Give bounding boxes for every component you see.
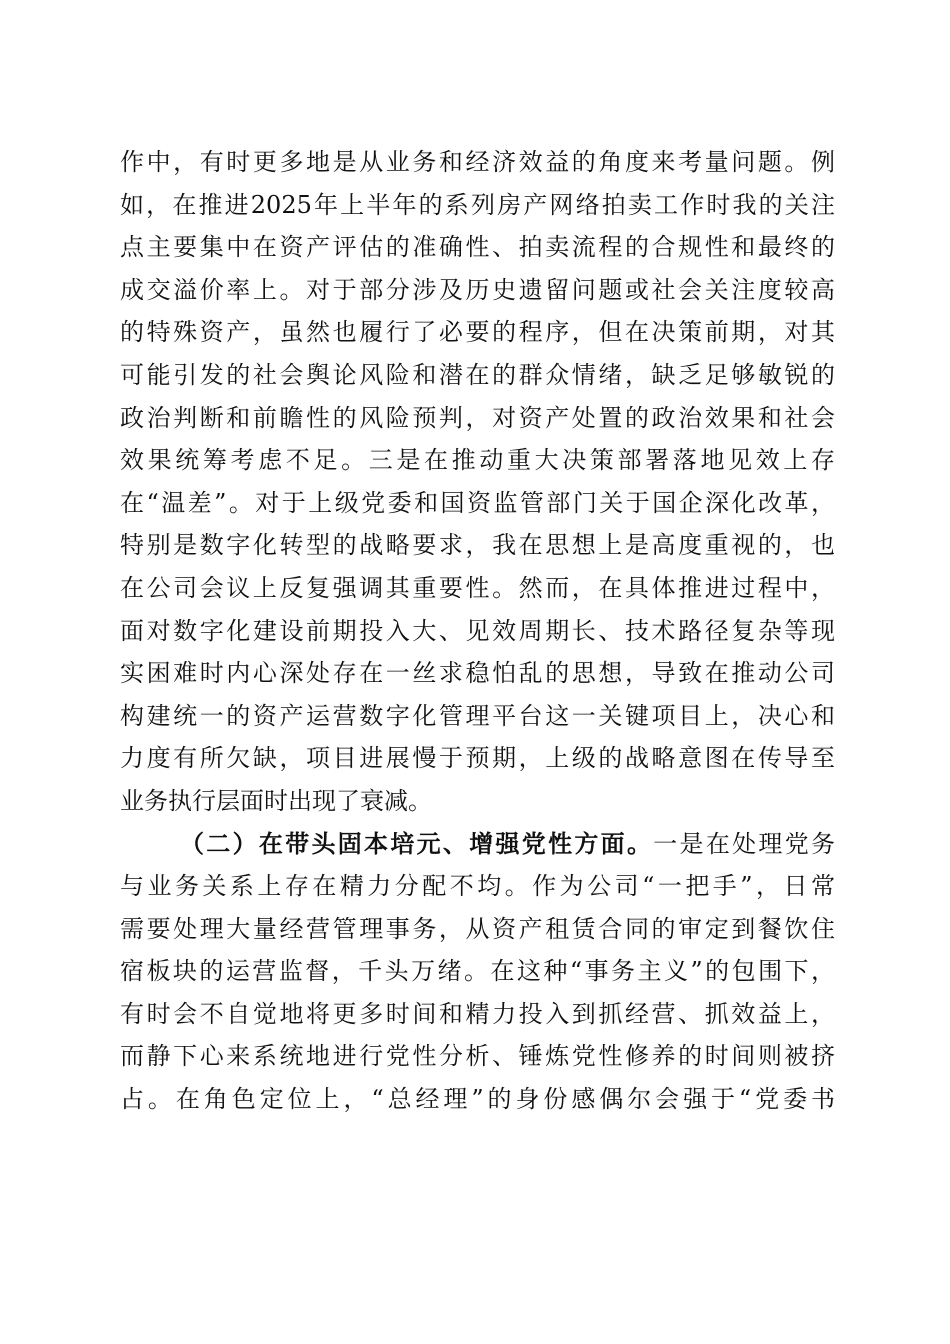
section-text: 一是在处理党务 bbox=[653, 829, 835, 858]
text-line: 面对数字化建设前期投入大、见效周期长、技术路径复杂等现 bbox=[120, 616, 835, 645]
text-line: 的特殊资产，虽然也履行了必要的程序，但在决策前期，对其 bbox=[120, 318, 835, 347]
text-line: 构建统一的资产运营数字化管理平台这一关键项目上，决心和 bbox=[120, 701, 835, 730]
text-line: 需要处理大量经营管理事务，从资产租赁合同的审定到餐饮住 bbox=[120, 914, 835, 943]
text-line: 在“温差”。对于上级党委和国资监管部门关于国企深化改革， bbox=[120, 488, 835, 517]
section-heading: （二）在带头固本培元、增强党性方面。 bbox=[180, 828, 654, 858]
text-line: 如，在推进2025年上半年的系列房产网络拍卖工作时我的关注 bbox=[120, 190, 835, 219]
text-line: 成交溢价率上。对于部分涉及历史遗留问题或社会关注度较高 bbox=[120, 275, 835, 304]
text-line: 有时会不自觉地将更多时间和精力投入到抓经营、抓效益上， bbox=[120, 999, 835, 1028]
section-heading-line bbox=[120, 823, 835, 866]
text-line: 作中，有时更多地是从业务和经济效益的角度来考量问题。例 bbox=[120, 148, 835, 176]
text-line: 占。在角色定位上，“总经理”的身份感偶尔会强于“党委书 bbox=[120, 1085, 835, 1114]
text-line: 而静下心来系统地进行党性分析、锤炼党性修养的时间则被挤 bbox=[120, 1042, 835, 1071]
text-line: 特别是数字化转型的战略要求，我在思想上是高度重视的，也 bbox=[120, 531, 835, 560]
text-line: 力度有所欠缺，项目进展慢于预期，上级的战略意图在传导至 bbox=[120, 744, 835, 773]
text-line: 实困难时内心深处存在一丝求稳怕乱的思想，导致在推动公司 bbox=[120, 659, 835, 688]
text-line: 在公司会议上反复强调其重要性。然而，在具体推进过程中， bbox=[120, 573, 835, 602]
text-line: 点主要集中在资产评估的准确性、拍卖流程的合规性和最终的 bbox=[120, 233, 835, 262]
body-text bbox=[120, 141, 835, 1121]
text-line: 宿板块的运营监督，千头万绪。在这种“事务主义”的包围下， bbox=[120, 957, 835, 986]
text-line: 可能引发的社会舆论风险和潜在的群众情绪，缺乏足够敏锐的 bbox=[120, 360, 835, 389]
text-line: 政治判断和前瞻性的风险预判，对资产处置的政治效果和社会 bbox=[120, 403, 835, 432]
text-line: 业务执行层面时出现了衰减。 bbox=[120, 786, 432, 815]
text-line: 与业务关系上存在精力分配不均。作为公司“一把手”，日常 bbox=[120, 872, 835, 901]
text-line: 效果统筹考虑不足。三是在推动重大决策部署落地见效上存 bbox=[120, 446, 835, 475]
